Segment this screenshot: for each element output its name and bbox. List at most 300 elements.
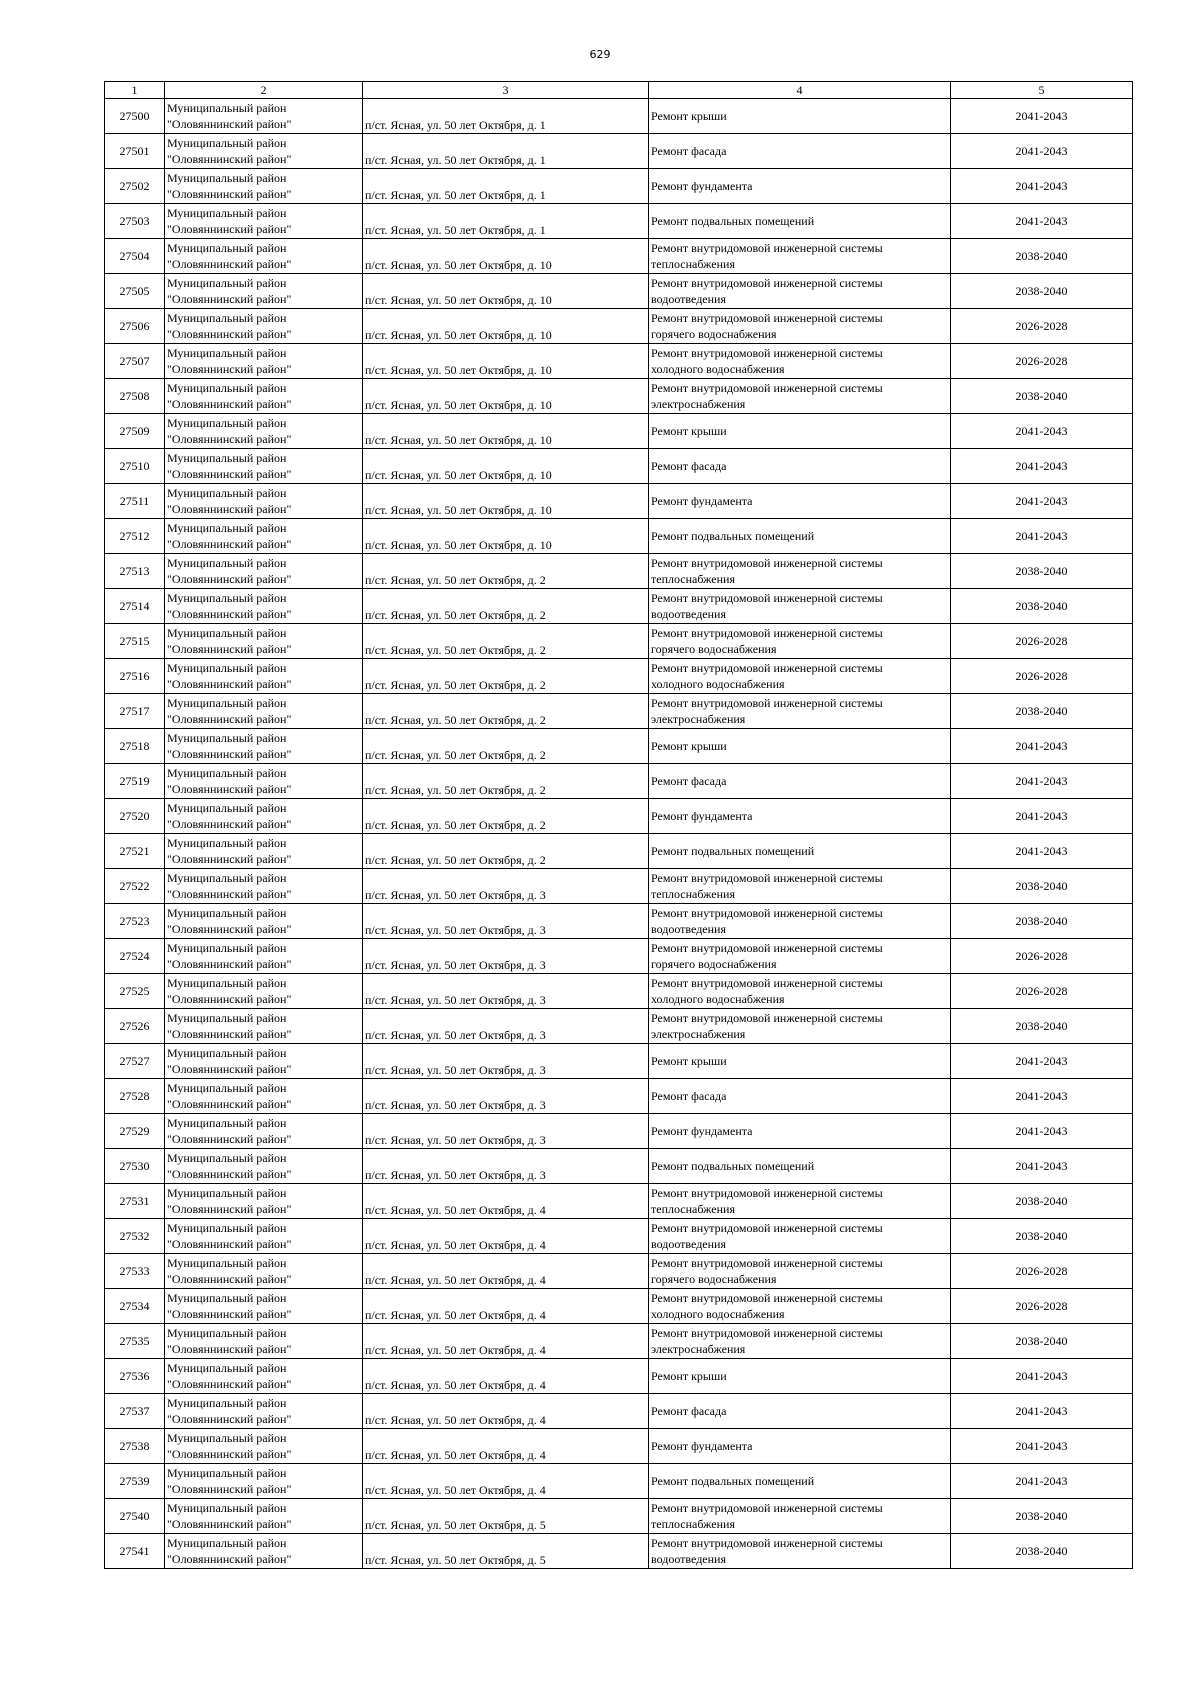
address-cell: п/ст. Ясная, ул. 50 лет Октября, д. 4 [363,1359,649,1394]
row-number: 27533 [105,1254,165,1289]
work-type-cell [649,1394,951,1429]
work-type-line-1: Ремонт крыши [651,424,727,438]
work-type-line-1: Ремонт внутридомовой инженерной системы [651,906,883,920]
work-type-line-1: Ремонт подвальных помещений [651,1474,815,1488]
municipality-line-1: Муниципальный район [167,1221,287,1235]
municipality-line-2: "Оловяннинский район" [167,1027,292,1041]
work-type-line-1: Ремонт подвальных помещений [651,214,815,228]
work-type-line-1: Ремонт внутридомовой инженерной системы [651,1256,883,1270]
work-type-line-1: Ремонт внутридомовой инженерной системы [651,1186,883,1200]
period-cell: 2041-2043 [951,1149,1133,1184]
municipality-line-2: "Оловяннинский район" [167,537,292,551]
address-cell: п/ст. Ясная, ул. 50 лет Октября, д. 10 [363,379,649,414]
table-row [105,414,1133,449]
period-cell: 2038-2040 [951,904,1133,939]
work-type-cell [649,239,951,274]
municipality-line-1: Муниципальный район [167,136,287,150]
row-number: 27501 [105,134,165,169]
row-number: 27508 [105,379,165,414]
address-cell: п/ст. Ясная, ул. 50 лет Октября, д. 4 [363,1254,649,1289]
table-row [105,134,1133,169]
address-cell: п/ст. Ясная, ул. 50 лет Октября, д. 3 [363,1009,649,1044]
period-cell: 2038-2040 [951,379,1133,414]
period-cell: 2041-2043 [951,1079,1133,1114]
work-type-line-1: Ремонт внутридомовой инженерной системы [651,276,883,290]
municipality-cell [165,1534,363,1569]
row-number: 27540 [105,1499,165,1534]
period-cell: 2026-2028 [951,309,1133,344]
column-header-2: 2 [165,82,363,99]
work-type-cell [649,1324,951,1359]
period-cell: 2038-2040 [951,1219,1133,1254]
row-number: 27528 [105,1079,165,1114]
table-row [105,274,1133,309]
municipality-line-2: "Оловяннинский район" [167,887,292,901]
municipality-line-1: Муниципальный район [167,1256,287,1270]
row-number: 27514 [105,589,165,624]
table-body [105,99,1133,1569]
period-cell: 2041-2043 [951,1114,1133,1149]
municipality-line-2: "Оловяннинский район" [167,957,292,971]
municipality-cell [165,869,363,904]
address-cell: п/ст. Ясная, ул. 50 лет Октября, д. 4 [363,1219,649,1254]
row-number: 27537 [105,1394,165,1429]
work-type-line-2: водоотведения [651,1552,726,1566]
period-cell: 2026-2028 [951,344,1133,379]
work-type-line-1: Ремонт внутридомовой инженерной системы [651,1326,883,1340]
municipality-cell [165,1184,363,1219]
period-cell: 2026-2028 [951,1254,1133,1289]
table-row [105,904,1133,939]
table-row [105,204,1133,239]
period-cell: 2038-2040 [951,589,1133,624]
municipality-cell [165,1464,363,1499]
work-type-cell [649,1534,951,1569]
municipality-line-2: "Оловяннинский район" [167,1272,292,1286]
table-header [105,82,1133,99]
work-type-line-2: водоотведения [651,922,726,936]
table-row [105,1324,1133,1359]
row-number: 27521 [105,834,165,869]
table-row [105,869,1133,904]
work-type-line-1: Ремонт внутридомовой инженерной системы [651,591,883,605]
municipality-cell [165,974,363,1009]
period-cell: 2038-2040 [951,1184,1133,1219]
municipality-line-2: "Оловяннинский район" [167,292,292,306]
work-type-line-1: Ремонт фасада [651,144,727,158]
municipality-line-1: Муниципальный район [167,1466,287,1480]
municipality-line-2: "Оловяннинский район" [167,467,292,481]
period-cell: 2038-2040 [951,1534,1133,1569]
table-row [105,1464,1133,1499]
address-cell: п/ст. Ясная, ул. 50 лет Октября, д. 10 [363,484,649,519]
period-cell: 2026-2028 [951,659,1133,694]
work-type-line-1: Ремонт крыши [651,109,727,123]
row-number: 27502 [105,169,165,204]
municipality-cell [165,939,363,974]
work-type-line-1: Ремонт внутридомовой инженерной системы [651,941,883,955]
period-cell: 2026-2028 [951,974,1133,1009]
address-cell: п/ст. Ясная, ул. 50 лет Октября, д. 3 [363,1114,649,1149]
municipality-line-1: Муниципальный район [167,101,287,115]
municipality-line-2: "Оловяннинский район" [167,397,292,411]
municipality-line-1: Муниципальный район [167,1536,287,1550]
work-type-cell [649,1114,951,1149]
period-cell: 2026-2028 [951,1289,1133,1324]
work-type-cell [649,1219,951,1254]
work-type-line-1: Ремонт внутридомовой инженерной системы [651,1221,883,1235]
address-cell: п/ст. Ясная, ул. 50 лет Октября, д. 1 [363,99,649,134]
municipality-line-1: Муниципальный район [167,206,287,220]
municipality-cell [165,204,363,239]
municipality-line-1: Муниципальный район [167,976,287,990]
municipality-line-1: Муниципальный район [167,661,287,675]
row-number: 27513 [105,554,165,589]
work-type-cell [649,974,951,1009]
address-cell: п/ст. Ясная, ул. 50 лет Октября, д. 10 [363,274,649,309]
work-type-cell [649,1044,951,1079]
address-cell: п/ст. Ясная, ул. 50 лет Октября, д. 4 [363,1289,649,1324]
table-row [105,1009,1133,1044]
page-number: 629 [589,48,611,61]
table-row [105,1079,1133,1114]
work-type-cell [649,274,951,309]
work-type-line-2: электроснабжения [651,1342,746,1356]
municipality-line-1: Муниципальный район [167,1291,287,1305]
municipality-cell [165,1429,363,1464]
municipality-line-2: "Оловяннинский район" [167,1167,292,1181]
municipality-line-2: "Оловяннинский район" [167,432,292,446]
work-type-cell [649,1184,951,1219]
municipality-line-2: "Оловяннинский район" [167,257,292,271]
row-number: 27503 [105,204,165,239]
address-cell: п/ст. Ясная, ул. 50 лет Октября, д. 1 [363,169,649,204]
row-number: 27524 [105,939,165,974]
address-cell: п/ст. Ясная, ул. 50 лет Октября, д. 4 [363,1324,649,1359]
period-cell: 2038-2040 [951,1499,1133,1534]
municipality-cell [165,519,363,554]
municipality-line-1: Муниципальный район [167,486,287,500]
work-type-line-2: горячего водоснабжения [651,957,777,971]
municipality-line-2: "Оловяннинский район" [167,1412,292,1426]
municipality-line-1: Муниципальный район [167,346,287,360]
table-row [105,1359,1133,1394]
work-type-line-2: электроснабжения [651,397,746,411]
municipality-cell [165,99,363,134]
work-type-line-1: Ремонт внутридомовой инженерной системы [651,626,883,640]
work-type-cell [649,204,951,239]
address-cell: п/ст. Ясная, ул. 50 лет Октября, д. 5 [363,1499,649,1534]
municipality-cell [165,1289,363,1324]
work-type-cell [649,554,951,589]
address-cell: п/ст. Ясная, ул. 50 лет Октября, д. 3 [363,1044,649,1079]
row-number: 27523 [105,904,165,939]
work-type-cell [649,694,951,729]
address-cell: п/ст. Ясная, ул. 50 лет Октября, д. 2 [363,834,649,869]
period-cell: 2026-2028 [951,624,1133,659]
table-row [105,939,1133,974]
table-row [105,729,1133,764]
row-number: 27500 [105,99,165,134]
table-row [105,449,1133,484]
work-type-line-1: Ремонт крыши [651,739,727,753]
address-cell: п/ст. Ясная, ул. 50 лет Октября, д. 10 [363,309,649,344]
work-type-cell [649,99,951,134]
work-type-line-1: Ремонт фасада [651,1404,727,1418]
header-row [105,82,1133,99]
municipality-line-2: "Оловяннинский район" [167,1447,292,1461]
address-cell: п/ст. Ясная, ул. 50 лет Октября, д. 5 [363,1534,649,1569]
address-cell: п/ст. Ясная, ул. 50 лет Октября, д. 3 [363,1079,649,1114]
table-row [105,1184,1133,1219]
table-row [105,589,1133,624]
address-cell: п/ст. Ясная, ул. 50 лет Октября, д. 1 [363,134,649,169]
municipality-line-1: Муниципальный район [167,1501,287,1515]
municipality-line-1: Муниципальный район [167,801,287,815]
table-row [105,1394,1133,1429]
address-cell: п/ст. Ясная, ул. 50 лет Октября, д. 10 [363,239,649,274]
municipality-line-1: Муниципальный район [167,416,287,430]
work-type-line-1: Ремонт фасада [651,459,727,473]
address-cell: п/ст. Ясная, ул. 50 лет Октября, д. 3 [363,1149,649,1184]
work-type-cell [649,1079,951,1114]
work-type-line-2: теплоснабжения [651,572,735,586]
table-row [105,1499,1133,1534]
period-cell: 2038-2040 [951,694,1133,729]
address-cell: п/ст. Ясная, ул. 50 лет Октября, д. 3 [363,974,649,1009]
municipality-line-2: "Оловяннинский район" [167,817,292,831]
table-row [105,1219,1133,1254]
period-cell: 2041-2043 [951,204,1133,239]
municipality-cell [165,379,363,414]
period-cell: 2041-2043 [951,1044,1133,1079]
period-cell: 2041-2043 [951,1359,1133,1394]
period-cell: 2041-2043 [951,729,1133,764]
work-type-line-1: Ремонт фасада [651,774,727,788]
table-row [105,309,1133,344]
table-row [105,1149,1133,1184]
table-row [105,344,1133,379]
work-type-cell [649,939,951,974]
table-row [105,239,1133,274]
table-row [105,379,1133,414]
address-cell: п/ст. Ясная, ул. 50 лет Октября, д. 3 [363,939,649,974]
municipality-cell [165,694,363,729]
municipality-line-2: "Оловяннинский район" [167,152,292,166]
municipality-cell [165,1079,363,1114]
municipality-line-2: "Оловяннинский район" [167,1097,292,1111]
work-type-cell [649,1359,951,1394]
municipality-line-1: Муниципальный район [167,381,287,395]
row-number: 27517 [105,694,165,729]
address-cell: п/ст. Ясная, ул. 50 лет Октября, д. 4 [363,1394,649,1429]
period-cell: 2041-2043 [951,799,1133,834]
municipality-line-2: "Оловяннинский район" [167,607,292,621]
row-number: 27536 [105,1359,165,1394]
municipality-cell [165,309,363,344]
work-type-cell [649,659,951,694]
address-cell: п/ст. Ясная, ул. 50 лет Октября, д. 2 [363,799,649,834]
municipality-line-1: Муниципальный район [167,521,287,535]
work-type-cell [649,1499,951,1534]
period-cell: 2041-2043 [951,1464,1133,1499]
row-number: 27509 [105,414,165,449]
address-cell: п/ст. Ясная, ул. 50 лет Октября, д. 10 [363,414,649,449]
municipality-line-1: Муниципальный район [167,731,287,745]
period-cell: 2041-2043 [951,134,1133,169]
work-type-line-1: Ремонт внутридомовой инженерной системы [651,696,883,710]
row-number: 27539 [105,1464,165,1499]
municipality-cell [165,729,363,764]
table-row [105,519,1133,554]
municipality-line-1: Муниципальный район [167,276,287,290]
row-number: 27507 [105,344,165,379]
row-number: 27511 [105,484,165,519]
municipality-line-2: "Оловяннинский район" [167,1062,292,1076]
work-type-cell [649,309,951,344]
municipality-line-1: Муниципальный район [167,766,287,780]
municipality-line-1: Муниципальный район [167,1046,287,1060]
period-cell: 2041-2043 [951,169,1133,204]
period-cell: 2041-2043 [951,484,1133,519]
municipality-cell [165,1394,363,1429]
address-cell: п/ст. Ясная, ул. 50 лет Октября, д. 2 [363,764,649,799]
work-type-line-2: теплоснабжения [651,887,735,901]
column-header-1: 1 [105,82,165,99]
work-type-cell [649,519,951,554]
table-row [105,974,1133,1009]
municipality-cell [165,1044,363,1079]
municipality-line-1: Муниципальный район [167,1326,287,1340]
work-type-line-2: холодного водоснабжения [651,362,785,376]
work-type-line-2: холодного водоснабжения [651,1307,785,1321]
municipality-line-1: Муниципальный район [167,836,287,850]
table-row [105,169,1133,204]
table-row [105,484,1133,519]
municipality-cell [165,169,363,204]
municipality-cell [165,1009,363,1044]
table-row [105,1044,1133,1079]
address-cell: п/ст. Ясная, ул. 50 лет Октября, д. 2 [363,729,649,764]
row-number: 27526 [105,1009,165,1044]
municipality-cell [165,799,363,834]
work-type-cell [649,414,951,449]
row-number: 27529 [105,1114,165,1149]
address-cell: п/ст. Ясная, ул. 50 лет Октября, д. 1 [363,204,649,239]
table-row [105,1534,1133,1569]
municipality-line-2: "Оловяннинский район" [167,1517,292,1531]
row-number: 27531 [105,1184,165,1219]
work-type-line-1: Ремонт фундамента [651,494,753,508]
municipality-line-2: "Оловяннинский район" [167,502,292,516]
work-type-line-1: Ремонт внутридомовой инженерной системы [651,241,883,255]
work-type-line-1: Ремонт внутридомовой инженерной системы [651,381,883,395]
municipality-cell [165,554,363,589]
work-type-line-1: Ремонт подвальных помещений [651,529,815,543]
municipality-line-2: "Оловяннинский район" [167,852,292,866]
row-number: 27519 [105,764,165,799]
work-type-line-2: электроснабжения [651,712,746,726]
municipality-line-1: Муниципальный район [167,1396,287,1410]
work-type-line-2: горячего водоснабжения [651,642,777,656]
work-type-line-2: теплоснабжения [651,257,735,271]
row-number: 27518 [105,729,165,764]
row-number: 27520 [105,799,165,834]
municipality-line-2: "Оловяннинский район" [167,1377,292,1391]
municipality-cell [165,1219,363,1254]
work-type-line-1: Ремонт фундамента [651,1439,753,1453]
address-cell: п/ст. Ясная, ул. 50 лет Октября, д. 4 [363,1464,649,1499]
table-row [105,659,1133,694]
row-number: 27504 [105,239,165,274]
work-type-line-1: Ремонт внутридомовой инженерной системы [651,346,883,360]
work-type-line-1: Ремонт внутридомовой инженерной системы [651,976,883,990]
municipality-line-1: Муниципальный район [167,1011,287,1025]
municipality-cell [165,764,363,799]
work-type-cell [649,1429,951,1464]
row-number: 27527 [105,1044,165,1079]
address-cell: п/ст. Ясная, ул. 50 лет Октября, д. 2 [363,659,649,694]
work-type-line-1: Ремонт внутридомовой инженерной системы [651,661,883,675]
table-row [105,99,1133,134]
row-number: 27516 [105,659,165,694]
row-number: 27541 [105,1534,165,1569]
municipality-cell [165,1499,363,1534]
municipality-cell [165,134,363,169]
work-type-cell [649,764,951,799]
address-cell: п/ст. Ясная, ул. 50 лет Октября, д. 3 [363,869,649,904]
table-row [105,799,1133,834]
work-type-line-1: Ремонт подвальных помещений [651,1159,815,1173]
row-number: 27532 [105,1219,165,1254]
municipality-cell [165,274,363,309]
municipality-cell [165,1324,363,1359]
municipality-line-1: Муниципальный район [167,171,287,185]
address-cell: п/ст. Ясная, ул. 50 лет Октября, д. 10 [363,449,649,484]
municipality-cell [165,239,363,274]
municipality-line-1: Муниципальный район [167,241,287,255]
table-row [105,694,1133,729]
work-type-cell [649,869,951,904]
municipality-cell [165,1114,363,1149]
address-cell: п/ст. Ясная, ул. 50 лет Октября, д. 2 [363,554,649,589]
work-type-line-1: Ремонт внутридомовой инженерной системы [651,1011,883,1025]
work-type-cell [649,729,951,764]
municipality-line-2: "Оловяннинский район" [167,1482,292,1496]
period-cell: 2041-2043 [951,764,1133,799]
work-type-line-1: Ремонт крыши [651,1369,727,1383]
column-header-5: 5 [951,82,1133,99]
work-type-line-1: Ремонт фундамента [651,179,753,193]
period-cell: 2038-2040 [951,1009,1133,1044]
municipality-cell [165,1149,363,1184]
work-type-line-2: холодного водоснабжения [651,992,785,1006]
municipality-cell [165,659,363,694]
work-type-line-1: Ремонт фундамента [651,1124,753,1138]
municipality-line-1: Муниципальный район [167,311,287,325]
municipality-line-2: "Оловяннинский район" [167,1307,292,1321]
row-number: 27506 [105,309,165,344]
municipality-line-2: "Оловяннинский район" [167,992,292,1006]
work-type-cell [649,589,951,624]
municipality-line-1: Муниципальный район [167,906,287,920]
work-type-cell [649,169,951,204]
work-type-line-2: водоотведения [651,1237,726,1251]
municipality-line-2: "Оловяннинский район" [167,1552,292,1566]
work-type-line-1: Ремонт внутридомовой инженерной системы [651,311,883,325]
work-type-cell [649,134,951,169]
work-type-cell [649,1464,951,1499]
